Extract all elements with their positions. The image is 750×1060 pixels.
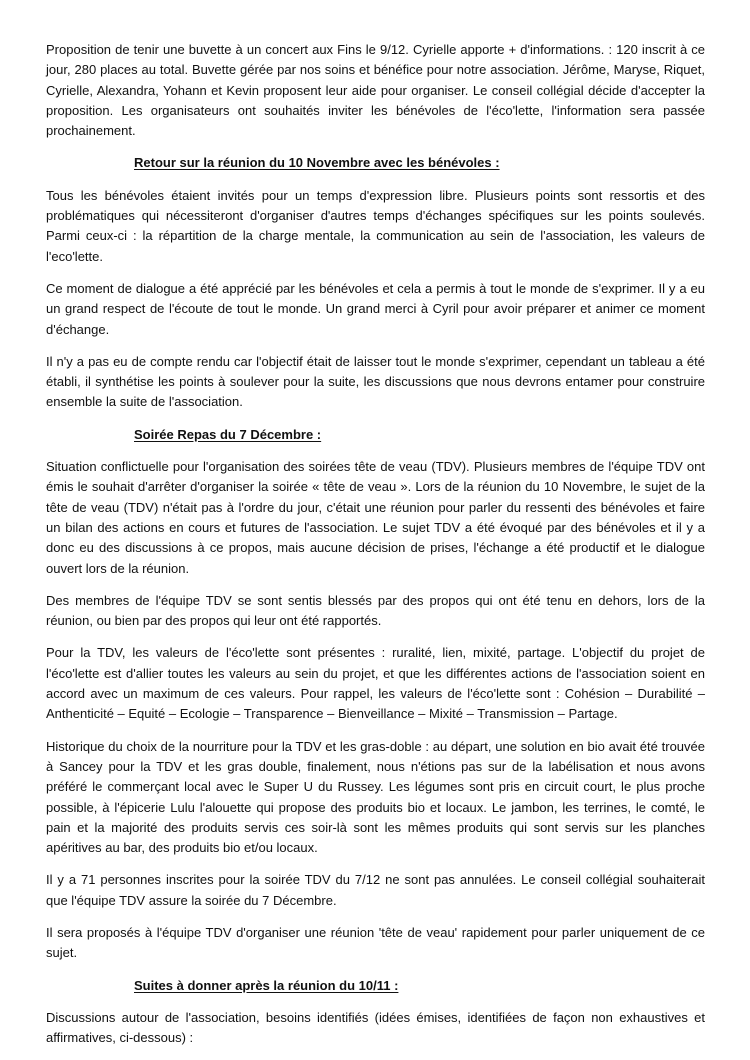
- heading-suites-a-donner: Suites à donner après la réunion du 10/11 :: [134, 977, 399, 993]
- paragraph-benevoles-expression: Tous les bénévoles étaient invités pour un temps d'expression libre. Plusieurs points sont ressortis et des problématiques qui nécessiteront d'organiser d'autres temps d'échanges spécifiques sur les points soulevés. Parmi ceux-ci : la répartition de la charge mentale, la communication au sein de l'association, les valeurs de l'eco'lette.: [46, 187, 705, 264]
- paragraph-situation-conflictuelle: Situation conflictuelle pour l'organisation des soirées tête de veau (TDV). Plusieurs membres de l'équipe TDV ont émis le souhait d'arrêter d'organiser la soirée « tête de veau ». Lors de la réunion du 10 Novembre, le sujet de la tête de veau (TDV) n'était pas à l'ordre du jour, c'était une réunion pour parler du ressenti des bénévoles et faire un bilan des actions en cours et futures de l'association. Le sujet TDV a été évoqué par des bénévoles et il y a donc eu des discussions à ce propos, mais aucune décision de prises, l'échange a été productif et le dialogue ouvert lors de la réunion.: [46, 459, 705, 576]
- paragraph-dialogue-apprecie: Ce moment de dialogue a été apprécié par les bénévoles et cela a permis à tout le monde de s'exprimer. Il y a eu un grand respect de l'écoute de tout le monde. Un grand merci à Cyril pour avoir préparer et animer ce moment d'échange.: [46, 280, 705, 337]
- paragraph-buvette-concert: Proposition de tenir une buvette à un concert aux Fins le 9/12. Cyrielle apporte + d'informations. : 120 inscrit à ce jour, 280 places au total. Buvette gérée par nos soins et bénéfice pour notre association. Jérôme, Maryse, Riquet, Cyrielle, Alexandra, Yohann et Kevin proposent leur aide pour organiser. Le conseil collégial décide d'accepter la proposition. Les organisateurs ont souhaités inviter les bénévoles de l'éco'lette, l'information sera passée prochainement.: [46, 42, 705, 139]
- paragraph-discussions-besoins: Discussions autour de l'association, besoins identifiés (idées émises, identifiées de façon non exhaustives et affirmatives, ci-dessous) :: [46, 1009, 705, 1046]
- paragraph-compte-rendu: Il n'y a pas eu de compte rendu car l'objectif était de laisser tout le monde s'exprimer, cependant un tableau a été établi, il synthétise les points à soulever pour la suite, les discussions que nous devrons entamer pour construire ensemble la suite de l'association.: [46, 353, 705, 410]
- heading-retour-reunion: Retour sur la réunion du 10 Novembre avec les bénévoles :: [134, 155, 500, 171]
- heading-soiree-repas: Soirée Repas du 7 Décembre :: [134, 426, 322, 442]
- paragraph-inscriptions: Il y a 71 personnes inscrites pour la soirée TDV du 7/12 ne sont pas annulées. Le conseil collégial souhaiterait que l'équipe TDV assure la soirée du 7 Décembre.: [46, 872, 705, 908]
- paragraph-reunion-tete-de-veau: Il sera proposés à l'équipe TDV d'organiser une réunion 'tête de veau' rapidement pour parler uniquement de ce sujet.: [46, 924, 705, 961]
- paragraph-membres-blesses: Des membres de l'équipe TDV se sont sentis blessés par des propos qui ont été tenu en dehors, lors de la réunion, ou bien par des propos qui leur ont été rapportés.: [46, 592, 705, 629]
- paragraph-historique-nourriture: Historique du choix de la nourriture pour la TDV et les gras-doble : au départ, une solution en bio avait été trouvée à Sancey pour la TDV et les gras double, finalement, nous n'étions pas sur de la labélisation et nous avons préféré le commerçant local avec le Super U du Russey. Les légumes sont pris en circuit court, le plus proche possible, à l'épicerie Lulu l'alouette qui propose des produits bio et locaux. Le jambon, les terrines, le comté, le pain et la majorité des produits servis ces soir-là sont les mêmes produits qui sont servis sur les planches apéritives au bar, des produits bio et/ou locaux.: [46, 738, 705, 856]
- paragraph-valeurs-ecolette: Pour la TDV, les valeurs de l'éco'lette sont présentes : ruralité, lien, mixité, partage. L'objectif du projet de l'éco'lette est d'allier toutes les valeurs au sein du projet, et que les différentes actions de l'association soient en accord avec un maximum de ces valeurs. Pour rappel, les valeurs de l'éco'lette sont : Cohésion – Durabilité – Anthenticité – Equité – Ecologie – Transparence – Bienveillance – Mixité – Transmission – Partage.: [46, 645, 705, 722]
